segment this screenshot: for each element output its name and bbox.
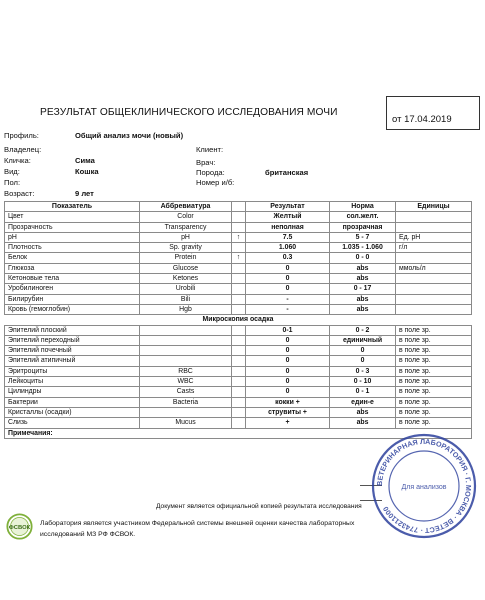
cell-result: 0 (246, 263, 330, 273)
table-row (5, 377, 472, 387)
table-row (5, 325, 472, 335)
cell-flag (232, 243, 246, 253)
cell-flag (232, 263, 246, 273)
cell-name: Белок (5, 253, 140, 263)
cell-norm: 0 - 10 (330, 377, 396, 387)
cell-unit (396, 274, 472, 284)
cell-norm: единичный (330, 335, 396, 345)
results-table (4, 201, 472, 439)
cell-flag: ↑ (232, 232, 246, 242)
cell-result: 0 (246, 366, 330, 376)
stamp-center-text: Для анализов (401, 484, 447, 491)
table-row (5, 274, 472, 284)
cell-norm: abs (330, 418, 396, 428)
cell-name: Билирубин (5, 294, 140, 304)
header-result: Результат (246, 202, 330, 212)
table-row (5, 304, 472, 314)
cell-unit: в поле зр. (396, 397, 472, 407)
cell-flag (232, 418, 246, 428)
cell-unit (396, 212, 472, 222)
cell-norm: прозрачная (330, 222, 396, 232)
header-flag (232, 202, 246, 212)
lab-participation-note: Лаборатория является участником Федеральной системы внешней оценки качества лабораторных исследований МЗ РФ ФСВОК. (40, 520, 355, 538)
fsvok-logo-icon (6, 513, 33, 540)
cell-name: Плотность (5, 243, 140, 253)
cell-unit (396, 294, 472, 304)
date-box (386, 96, 480, 130)
table-row (5, 212, 472, 222)
cell-norm: 1.035 - 1.060 (330, 243, 396, 253)
cell-unit: в поле зр. (396, 366, 472, 376)
cell-norm: 0 - 2 (330, 325, 396, 335)
cell-result: + (246, 418, 330, 428)
cell-unit (396, 253, 472, 263)
table-row (5, 366, 472, 376)
cell-name: pH (5, 232, 140, 242)
table-row (5, 356, 472, 366)
cell-flag (232, 377, 246, 387)
cell-norm: 0 - 1 (330, 387, 396, 397)
cell-flag (232, 397, 246, 407)
table-row (5, 253, 472, 263)
cell-flag (232, 304, 246, 314)
cell-abbr: Protein (140, 253, 232, 263)
sex-label: Пол: (4, 178, 21, 187)
cell-flag (232, 294, 246, 304)
cell-unit: г/л (396, 243, 472, 253)
cell-flag (232, 325, 246, 335)
table-row (5, 294, 472, 304)
cell-name: Эпителий атипичный (5, 356, 140, 366)
breed-value: британская (265, 168, 309, 177)
cell-abbr: Glucose (140, 263, 232, 273)
cell-result: 1.060 (246, 243, 330, 253)
cell-unit: в поле зр. (396, 377, 472, 387)
cell-abbr (140, 325, 232, 335)
table-row (5, 263, 472, 273)
cell-norm: 0 - 0 (330, 253, 396, 263)
cell-flag (232, 407, 246, 417)
cell-flag (232, 212, 246, 222)
doctor-label: Врач: (196, 158, 216, 167)
owner-label: Владелец: (4, 145, 42, 154)
cell-name: Эпителий почечный (5, 346, 140, 356)
table-row (5, 418, 472, 428)
age-value: 9 лет (75, 189, 94, 198)
stamp-ring-text: ВЕТЕРИНАРНАЯ ЛАБОРАТОРИЯ · Г. МОСКВА · ВЕТЕСТ · 7743211000 (374, 436, 474, 536)
header-parameter: Показатель (5, 202, 140, 212)
cell-abbr (140, 346, 232, 356)
cell-abbr: RBC (140, 366, 232, 376)
cell-unit: в поле зр. (396, 346, 472, 356)
cell-abbr: Hgb (140, 304, 232, 314)
client-label: Клиент: (196, 145, 224, 154)
cell-name: Прозрачность (5, 222, 140, 232)
section-row (5, 315, 472, 325)
cell-result: струвиты + (246, 407, 330, 417)
header-units: Единицы (396, 202, 472, 212)
table-row (5, 284, 472, 294)
cell-result: 0 (246, 274, 330, 284)
cell-result: 0 (246, 335, 330, 345)
cell-result: 0 (246, 284, 330, 294)
notes-label: Примечания: (5, 428, 472, 438)
cell-name: Кровь (гемоглобин) (5, 304, 140, 314)
cell-flag (232, 387, 246, 397)
cell-norm: 5 - 7 (330, 232, 396, 242)
official-copy-note: Документ является официальной копией результата исследования (156, 503, 362, 510)
cell-name: Эпителий переходный (5, 335, 140, 345)
cell-abbr: Casts (140, 387, 232, 397)
cell-unit: Ед. рН (396, 232, 472, 242)
page-title: РЕЗУЛЬТАТ ОБЩЕКЛИНИЧЕСКОГО ИССЛЕДОВАНИЯ МОЧИ (40, 107, 338, 118)
cell-result: 0-1 (246, 325, 330, 335)
table-row (5, 243, 472, 253)
results-table-wrap (4, 201, 471, 439)
table-header-row (5, 202, 472, 212)
cell-result: неполная (246, 222, 330, 232)
cell-flag (232, 366, 246, 376)
cell-abbr: Mucus (140, 418, 232, 428)
cell-unit: в поле зр. (396, 356, 472, 366)
age-label: Возраст: (4, 189, 35, 198)
cell-name: Эпителий плоский (5, 325, 140, 335)
profile-value: Общий анализ мочи (новый) (75, 131, 184, 140)
cell-norm: abs (330, 263, 396, 273)
cell-flag: ↑ (232, 253, 246, 263)
species-label: Вид: (4, 167, 20, 176)
cell-result: 0 (246, 387, 330, 397)
cell-result: - (246, 294, 330, 304)
cell-name: Цвет (5, 212, 140, 222)
cell-name: Глюкоза (5, 263, 140, 273)
cell-name: Уробилиноген (5, 284, 140, 294)
cell-unit (396, 284, 472, 294)
profile-label: Профиль: (4, 131, 39, 140)
table-row (5, 387, 472, 397)
cell-result: 0.3 (246, 253, 330, 263)
cell-abbr: Ketones (140, 274, 232, 284)
cell-result: - (246, 304, 330, 314)
header-abbreviation: Аббревиатура (140, 202, 232, 212)
card-number-label: Номер и/б: (196, 178, 235, 187)
cell-result: 0 (246, 356, 330, 366)
cell-norm: abs (330, 407, 396, 417)
table-row (5, 335, 472, 345)
section-title-microscopy: Микроскопия осадка (5, 315, 472, 325)
cell-name: Кетоновые тела (5, 274, 140, 284)
cell-flag (232, 284, 246, 294)
table-row (5, 407, 472, 417)
lab-stamp-icon (370, 432, 478, 540)
cell-result: 0 (246, 346, 330, 356)
cell-flag (232, 335, 246, 345)
cell-flag (232, 346, 246, 356)
cell-result: 0 (246, 377, 330, 387)
cell-flag (232, 356, 246, 366)
cell-abbr (140, 335, 232, 345)
cell-norm: abs (330, 294, 396, 304)
cell-unit: в поле зр. (396, 418, 472, 428)
species-value: Кошка (75, 167, 99, 176)
cell-abbr: WBC (140, 377, 232, 387)
cell-name: Цилиндры (5, 387, 140, 397)
cell-unit: в поле зр. (396, 325, 472, 335)
cell-name: Кристаллы (осадки) (5, 407, 140, 417)
cell-norm: сол.желт. (330, 212, 396, 222)
table-row (5, 232, 472, 242)
nickname-label: Кличка: (4, 156, 31, 165)
cell-unit: в поле зр. (396, 407, 472, 417)
cell-unit (396, 304, 472, 314)
cell-flag (232, 222, 246, 232)
report-date: от 17.04.2019 (392, 114, 452, 125)
cell-abbr: pH (140, 232, 232, 242)
nickname-value: Сима (75, 156, 95, 165)
cell-unit (396, 222, 472, 232)
logo-text: ФСВОК (8, 524, 31, 531)
cell-unit: в поле зр. (396, 335, 472, 345)
cell-norm: 0 - 3 (330, 366, 396, 376)
cell-abbr (140, 356, 232, 366)
cell-result: кокки + (246, 397, 330, 407)
cell-norm: abs (330, 304, 396, 314)
cell-abbr: Urobili (140, 284, 232, 294)
cell-name: Лейкоциты (5, 377, 140, 387)
cell-unit: ммоль/л (396, 263, 472, 273)
cell-abbr (140, 407, 232, 417)
table-row (5, 346, 472, 356)
cell-result: 7.5 (246, 232, 330, 242)
cell-abbr: Transparency (140, 222, 232, 232)
cell-norm: един-е (330, 397, 396, 407)
cell-result: Желтый (246, 212, 330, 222)
header-norm: Норма (330, 202, 396, 212)
cell-abbr: Sp. gravity (140, 243, 232, 253)
table-row (5, 222, 472, 232)
cell-norm: abs (330, 274, 396, 284)
breed-label: Порода: (196, 168, 225, 177)
cell-norm: 0 - 17 (330, 284, 396, 294)
cell-norm: 0 (330, 356, 396, 366)
cell-unit: в поле зр. (396, 387, 472, 397)
cell-abbr: Bacteria (140, 397, 232, 407)
cell-norm: 0 (330, 346, 396, 356)
cell-name: Слизь (5, 418, 140, 428)
cell-name: Эритроциты (5, 366, 140, 376)
cell-name: Бактерии (5, 397, 140, 407)
cell-flag (232, 274, 246, 284)
cell-abbr: Bili (140, 294, 232, 304)
cell-abbr: Color (140, 212, 232, 222)
table-row (5, 397, 472, 407)
